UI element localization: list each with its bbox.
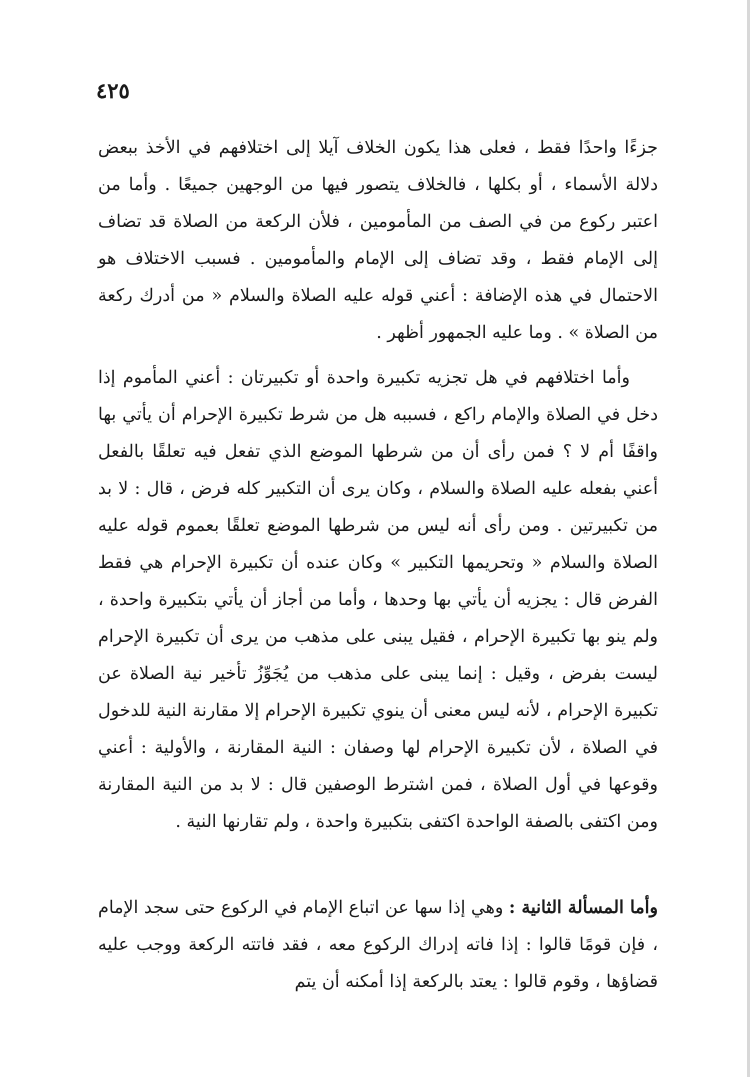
paragraph-text	[98, 890, 658, 1001]
page-number: ٤٢٥	[96, 78, 130, 103]
paragraph-2	[98, 360, 658, 841]
paragraph-3	[98, 890, 658, 1001]
section-heading: وأما المسألة الثانية :	[508, 898, 658, 918]
paragraph-body: وهي إذا سها عن اتباع الإمام في الركوع حتى سجد الإمام ، فإن قومًا قالوا : إذا فاته إدراك الركوع معه ، فقد فاتته الركعة ووجب عليه قضاؤها ، وقوم قالوا : يعتد بالركعة إذا أمكنه أن يتم	[98, 898, 658, 992]
paragraph-text: جزءًا واحدًا فقط ، فعلى هذا يكون الخلاف آيلا إلى اختلافهم في الأخذ ببعض دلالة الأسماء ، أو بكلها ، فالخلاف يتصور فيها من الوجهين جميعًا . وأما من اعتبر ركوع من في الصف من المأمومين ، فلأن الركعة من الصلاة قد تضاف إلى الإمام فقط ، وقد تضاف إلى الإمام والمأمومين . فسبب الاختلاف هو الاحتمال في هذه الإضافة : أعني قوله عليه الصلاة والسلام « من أدرك ركعة من الصلاة » . وما عليه الجمهور أظهر .	[98, 138, 658, 343]
paragraph-text: وأما اختلافهم في هل تجزيه تكبيرة واحدة أو تكبيرتان : أعني المأموم إذا دخل في الصلاة والإمام راكع ، فسببه هل من شرط تكبيرة الإحرام أن يأتي بها واقفًا أم لا ؟ فمن رأى أن من شرطها الموضع الذي تفعل فيه تعلقًا بالفعل أعني بفعله عليه الصلاة والسلام ، وكان يرى أن التكبير كله فرض ، قال : لا بد من تكبيرتين . ومن رأى أنه ليس من شرطها الموضع تعلقًا بعموم قوله عليه الصلاة والسلام « وتحريمها التكبير » وكان عنده أن تكبيرة الإحرام هي فقط الفرض قال : يجزيه أن يأتي بها وحدها ، وأما من أجاز أن يأتي بتكبيرة واحدة ، ولم ينو بها تكبيرة الإحرام ، فقيل يبنى على مذهب من يرى أن تكبيرة الإحرام ليست بفرض ، وقيل : إنما يبنى على مذهب من يُجَوِّزُ تأخير نية الصلاة عن تكبيرة الإحرام ، لأنه ليس معنى أن ينوي تكبيرة الإحرام إلا مقارنة النية للدخول في الصلاة ، لأن تكبيرة الإحرام لها وصفان : النية المقارنة ، والأولية : أعني وقوعها في أول الصلاة ، فمن اشترط الوصفين قال : لا بد من النية المقارنة ومن اكتفى بالصفة الواحدة اكتفى بتكبيرة واحدة ، ولم تقارنها النية .	[98, 368, 658, 832]
paragraph-1	[98, 130, 658, 352]
